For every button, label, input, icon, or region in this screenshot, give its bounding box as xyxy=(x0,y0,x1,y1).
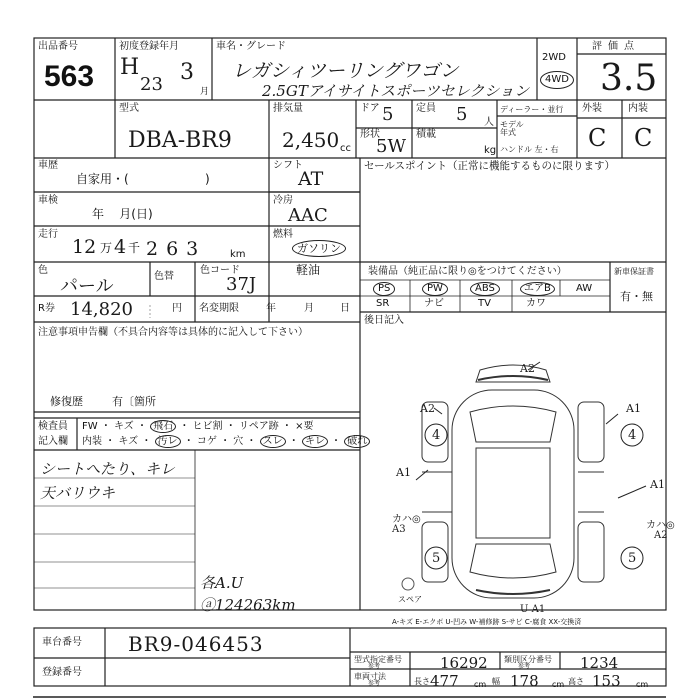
insp-need: ×要 xyxy=(295,421,314,432)
load-unit: kg xyxy=(484,145,497,156)
ac-value: AAC xyxy=(288,205,328,226)
capacity-value: 5 xyxy=(456,104,468,125)
car-name-label: 車名・グレード xyxy=(216,41,286,52)
insp-chip: 飛石 xyxy=(150,420,176,433)
mileage-c: 263 xyxy=(146,238,207,260)
door-value: 5 xyxy=(382,104,394,125)
height-value: 153 xyxy=(592,672,621,690)
diag-spare: スペア xyxy=(398,595,422,604)
fuel-label: 燃料 xyxy=(273,229,293,240)
int-tear: 破れ xyxy=(344,435,370,448)
diag-a3: A3 xyxy=(392,524,406,535)
fuel-gasoline: ガソリン xyxy=(292,240,346,257)
repair-value: 有〔箇所 xyxy=(112,395,156,408)
reg-month-unit: 月 xyxy=(200,87,210,97)
equip-tv: TV xyxy=(478,298,491,309)
diag-kaho-left: カハ◎ xyxy=(392,514,421,525)
model-label: 型式 xyxy=(119,103,139,114)
reg-year: 23 xyxy=(140,74,163,95)
type-no-label: 型式指定番号 xyxy=(354,655,402,664)
car-name: レガシィツーリングワゴン xyxy=(232,60,459,82)
nc-month: 月 xyxy=(304,303,314,314)
type-no-sub: 参考 xyxy=(368,663,381,670)
diag-5-left: 5 xyxy=(432,551,441,566)
int-label: 内装 xyxy=(628,103,648,114)
recycle-value: 14,820 xyxy=(70,299,133,320)
capacity-label: 定員 xyxy=(416,103,436,114)
chassis-label: 車台番号 xyxy=(42,637,82,648)
equip-aw: AW xyxy=(576,283,593,294)
door-label: ドア xyxy=(360,103,380,114)
size-label: 車両寸法 xyxy=(354,672,386,681)
drive-4wd: 4WD xyxy=(540,71,574,89)
dealer-label: ディーラー・並行 xyxy=(500,105,564,114)
diag-a2-left: A2 xyxy=(420,402,435,415)
inspection-value: 年 月(日) xyxy=(92,207,153,221)
shape-value: 5W xyxy=(376,136,406,157)
mileage-sen: 千 xyxy=(128,241,141,255)
repair-label: 修復歴 xyxy=(50,395,83,408)
capacity-unit: 人 xyxy=(484,117,494,128)
recolor-label: 色替 xyxy=(154,271,174,282)
mileage-man: 万 xyxy=(100,241,113,255)
note-line-1: シートへたり、キレ xyxy=(40,460,175,478)
height-unit: cm xyxy=(636,680,649,689)
length-value: 477 xyxy=(430,672,459,690)
inspect-line-2: 内装 ・ キズ ・ 汚レ ・ コゲ ・ 穴 ・ スレ ・ キレ ・ 破れ xyxy=(82,437,370,447)
length-unit: cm xyxy=(474,680,487,689)
ac-label: 冷房 xyxy=(273,195,293,206)
model-value: DBA-BR9 xyxy=(128,128,232,153)
int-cut: キレ xyxy=(302,435,328,448)
mileage-a: 12 xyxy=(72,236,97,258)
diag-a2-right: A2 xyxy=(654,530,668,541)
size-sub: 参考 xyxy=(368,680,381,687)
diag-4-right: 4 xyxy=(628,428,637,443)
mileage-unit: km xyxy=(230,249,246,260)
reg-number-label: 登録番号 xyxy=(42,667,82,678)
diag-a2-top: A2 xyxy=(520,362,535,375)
int-burn: コゲ xyxy=(196,436,217,447)
car-grade: 2.5GTアイサイトスポーツセレクション xyxy=(262,82,530,100)
fuel-diesel: 軽油 xyxy=(296,263,321,277)
diag-a1-left: A1 xyxy=(396,466,411,479)
ext-grade: C xyxy=(588,124,607,152)
int-wear: スレ xyxy=(260,435,286,448)
ext-label: 外装 xyxy=(582,103,602,114)
class-no-value: 1234 xyxy=(580,654,619,672)
insp-crack: ヒビ割 xyxy=(192,421,223,432)
equip-pw: PW xyxy=(422,282,448,296)
width-value: 178 xyxy=(510,672,539,690)
inspection-label: 車検 xyxy=(38,195,58,206)
class-no-sub: 参考 xyxy=(518,663,531,670)
mileage-label: 走行 xyxy=(38,229,58,240)
color-label: 色 xyxy=(38,265,48,276)
reg-date-label: 初度登録年月 xyxy=(119,41,179,52)
lot-label: 出品番号 xyxy=(38,41,78,52)
diag-a1-right: A1 xyxy=(650,478,665,491)
displacement-value: 2,450 xyxy=(282,128,340,152)
inspect-line-1: FW ・ キズ ・ 飛石 ・ ヒビ割 ・ リペア跡 ・ ×要 xyxy=(82,421,314,432)
inspector-label-2: 記入欄 xyxy=(38,436,68,447)
insp-repair: リペア跡 xyxy=(238,421,279,432)
notes-label: 注意事項申告欄（不具合内容等は具体的に記入して下さい） xyxy=(38,327,308,338)
equip-abs: ABS xyxy=(470,282,500,296)
width-label: 幅 xyxy=(492,677,500,686)
height-label: 高さ xyxy=(568,677,584,686)
score-label: 評価点 xyxy=(592,41,640,52)
model-year-label: モデル 年式 xyxy=(500,120,524,137)
load-label: 積載 xyxy=(416,129,436,140)
sales-point-label: セールスポイント（正常に機能するものに限ります） xyxy=(364,160,616,172)
handle-label: ハンドル 左・右 xyxy=(500,145,559,154)
class-no-label: 類別区分番号 xyxy=(504,655,552,664)
warranty-value: 有・無 xyxy=(620,290,653,303)
length-label: 長さ xyxy=(414,677,430,686)
shift-label: シフト xyxy=(273,160,303,171)
color-code-label: 色コード xyxy=(200,265,240,276)
equip-ps: PS xyxy=(373,282,395,296)
shape-label: 形状 xyxy=(360,129,380,140)
nc-year: 年 xyxy=(266,303,276,314)
score-value: 3.5 xyxy=(600,58,658,99)
name-change-label: 名変期限 xyxy=(199,303,239,314)
spare-icon xyxy=(402,578,414,590)
note-line-3: 各A.U xyxy=(200,574,244,592)
diag-u: U A1 xyxy=(520,604,546,615)
insp-fw: FW xyxy=(82,421,98,432)
equip-airbag: エアB xyxy=(520,282,555,296)
damage-legend: A-キズ E-エクボ U-凹み W-補修跡 S-サビ C-腐食 XX-交換済 xyxy=(392,618,582,626)
history-label: 車歴 xyxy=(38,160,58,171)
displacement-unit: cc xyxy=(340,143,351,154)
equip-navi: ナビ xyxy=(424,298,444,309)
mileage-b: 4 xyxy=(114,236,127,258)
history-value: 自家用・( ) xyxy=(76,172,210,186)
int-scratch: キズ xyxy=(118,436,139,447)
recycle-unit: 円 xyxy=(172,303,182,314)
diag-a1-right-top: A1 xyxy=(626,402,641,415)
diag-kaho-right: カハ◎ xyxy=(646,520,675,531)
equip-sr: SR xyxy=(376,298,390,309)
insp-scratch: キズ xyxy=(114,421,134,432)
reg-month: 3 xyxy=(180,60,194,85)
int-hole: 穴 xyxy=(233,436,244,447)
color-value: パール xyxy=(60,276,114,297)
inspector-label-1: 検査員 xyxy=(38,421,68,432)
nc-day: 日 xyxy=(340,303,350,314)
equip-label: 装備品（純正品に限り◎をつけてください） xyxy=(368,266,567,277)
displacement-label: 排気量 xyxy=(273,103,303,114)
warranty-label: 新車保証書 xyxy=(614,267,654,276)
note-line-2: 天バリウキ xyxy=(40,484,116,502)
note-line-4: ⓐ124263km xyxy=(200,596,296,614)
type-no-value: 16292 xyxy=(440,654,488,672)
shift-value: AT xyxy=(298,168,324,190)
int-grade: C xyxy=(634,124,653,152)
lot-number: 563 xyxy=(44,60,95,93)
color-code-value: 37J xyxy=(226,274,257,295)
int-dirt: 汚レ xyxy=(155,435,181,448)
after-install-label: 後日記入 xyxy=(364,315,404,326)
reg-era: H xyxy=(120,55,140,80)
equip-leather: カワ xyxy=(526,298,546,309)
diag-5-right: 5 xyxy=(628,551,637,566)
width-unit: cm xyxy=(552,680,565,689)
recycle-label: R券 xyxy=(38,303,55,314)
int-label-2: 内装 xyxy=(82,436,102,447)
drive-2wd: 2WD xyxy=(542,52,566,63)
chassis-value: BR9-046453 xyxy=(128,632,264,656)
diag-4-left: 4 xyxy=(432,428,441,443)
